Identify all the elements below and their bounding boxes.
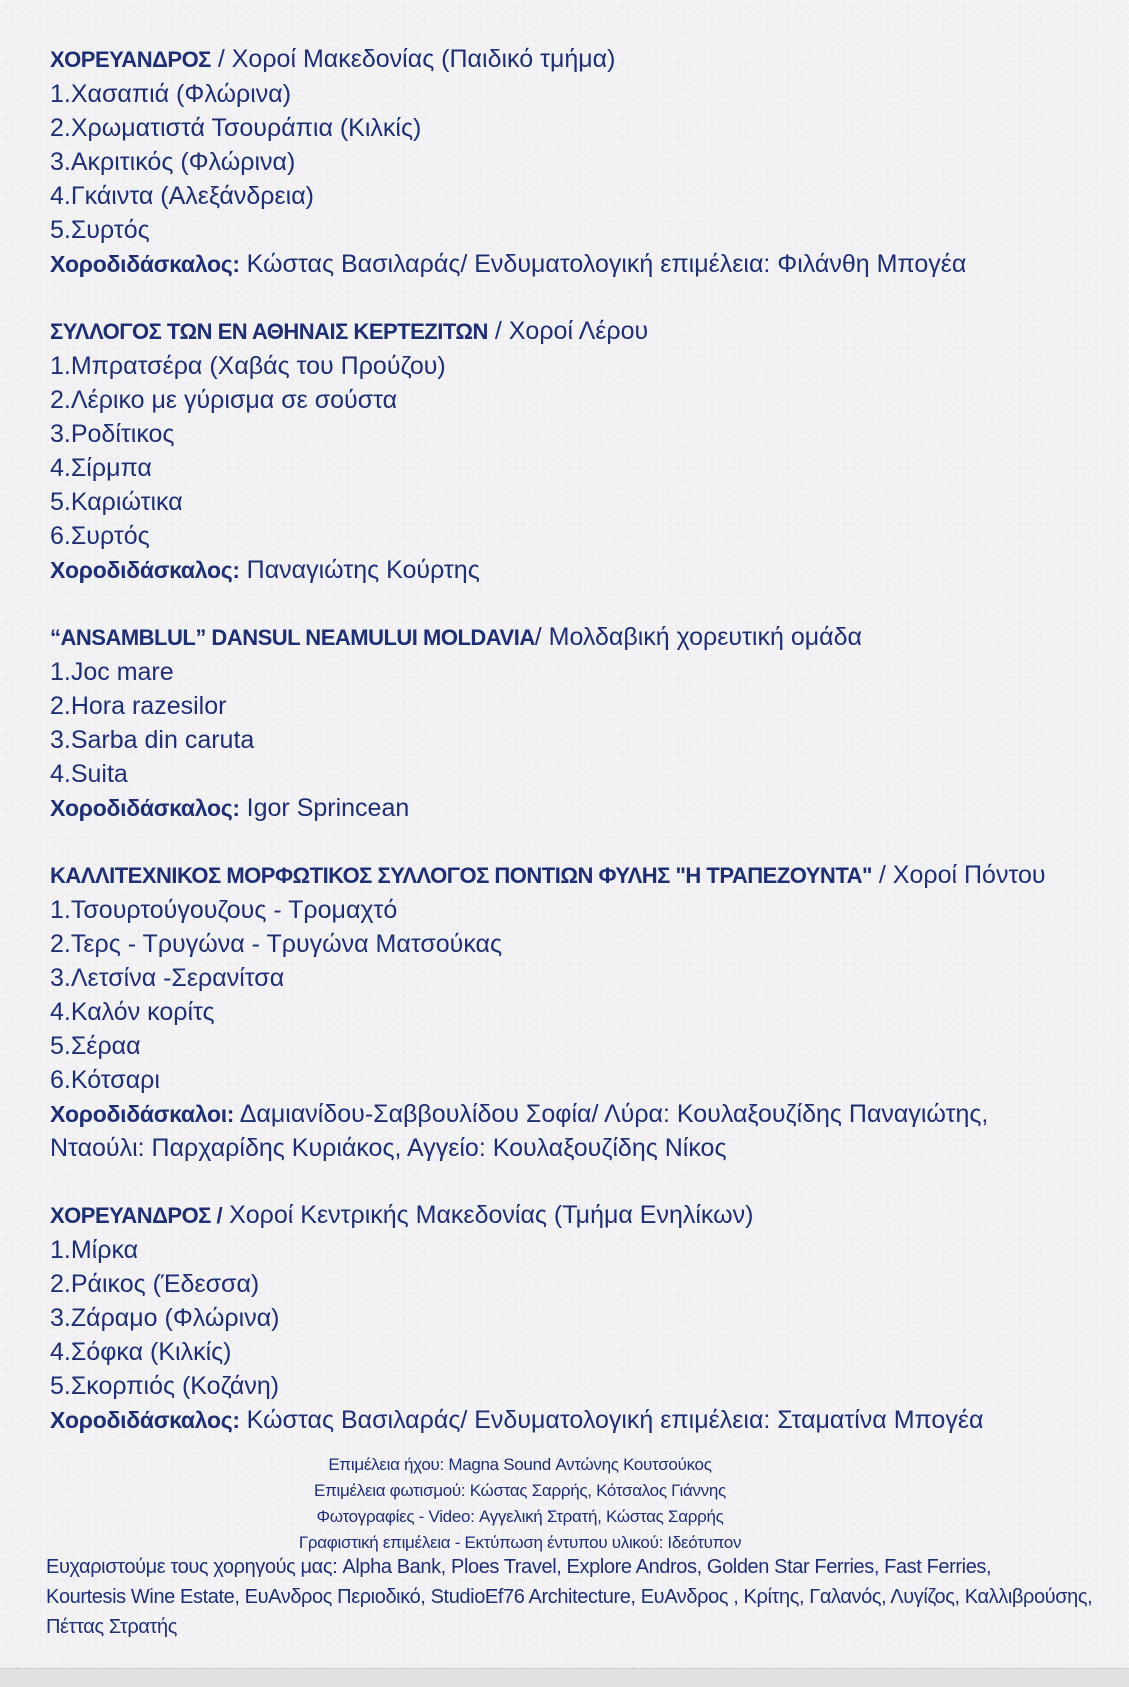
organization-name: “ANSAMBLUL” DANSUL NEAMULUI MOLDAVIA	[50, 625, 535, 650]
dance-item: 2.Λέρικο με γύρισμα σε σούστα	[50, 386, 398, 414]
dance-item: 2.Hora razesilor	[50, 692, 227, 720]
heading-separator: /	[487, 317, 509, 345]
section-heading	[50, 858, 1090, 893]
dance-item: 5.Καριώτικα	[50, 488, 183, 516]
section-4	[50, 858, 1090, 1165]
dance-item: 3.Ροδίτικος	[50, 420, 175, 448]
dance-item: 3.Sarba din caruta	[50, 726, 255, 754]
section-2	[50, 314, 1090, 587]
credit-line: Επιμέλεια φωτισμού: Κώστας Σαρρής, Κότσαλος Γιάννης	[314, 1481, 726, 1500]
teacher-line	[50, 791, 1090, 825]
teacher-line	[50, 553, 1090, 587]
credit-line: Φωτογραφίες - Video: Αγγελική Στρατή, Κώστας Σαρρής	[316, 1507, 724, 1526]
section-heading	[50, 620, 1090, 655]
dance-item: 3.Ζάραμο (Φλώρινα)	[50, 1304, 280, 1332]
organization-name: ΧΟΡΕΥΑΝΔΡΟΣ /	[50, 1203, 223, 1228]
teacher-label: Χοροδιδάσκαλος:	[50, 557, 240, 583]
heading-separator: /	[210, 45, 232, 73]
teacher-names: Δαμιανίδου-Σαββουλίδου Σοφία/ Λύρα: Κουλαξουζίδης Παναγιώτης,	[234, 1100, 989, 1128]
dance-item: 5.Σέραα	[50, 1032, 141, 1060]
teacher-label: Χοροδιδάσκαλος:	[50, 795, 240, 821]
dance-item: 5.Συρτός	[50, 216, 150, 244]
section-heading	[50, 314, 1090, 349]
dance-item: 2.Ράικος (Έδεσσα)	[50, 1270, 260, 1298]
sponsors-line: Πέττας Στρατής	[46, 1616, 177, 1638]
dance-item: 6.Συρτός	[50, 522, 150, 550]
dance-item: 1.Τσουρτούγουζους - Τρομαχτό	[50, 896, 398, 924]
credit-line: Επιμέλεια ήχου: Magna Sound Αντώνης Κουτσούκος	[328, 1455, 712, 1474]
organization-name: ΣΥΛΛΟΓΟΣ ΤΩΝ ΕΝ ΑΘΗΝΑΙΣ ΚΕΡΤΕΖΙΤΩΝ	[50, 319, 488, 344]
dance-item: 4.Γκάιντα (Αλεξάνδρεια)	[50, 182, 314, 210]
bottom-edge-bar	[0, 1668, 1129, 1687]
teacher-names: Κώστας Βασιλαράς/ Ενδυματολογική επιμέλεια: Φιλάνθη Μπογέα	[239, 250, 967, 278]
heading-separator: /	[871, 861, 893, 889]
section-heading	[50, 42, 1090, 77]
dance-item: 2.Τερς - Τρυγώνα - Τρυγώνα Ματσούκας	[50, 930, 503, 958]
teacher-line-continued: Νταούλι: Παρχαρίδης Κυριάκος, Αγγείο: Κουλαξουζίδης Νίκος	[50, 1134, 727, 1162]
dance-item: 1.Joc mare	[50, 658, 174, 686]
dance-item: 4.Σόφκα (Κιλκίς)	[50, 1338, 232, 1366]
dance-item: 6.Κότσαρι	[50, 1066, 160, 1094]
section-heading	[50, 1198, 1090, 1233]
heading-separator: /	[534, 623, 549, 651]
sponsors-line: Kourtesis Wine Estate, ΕυΑνδρος Περιοδικό, StudioEf76 Architecture, ΕυΑνδρος , Κρίτης, Γαλανός, Λυγίζος, Καλλιβρούσης,	[46, 1586, 1093, 1608]
section-subtitle: Χοροί Πόντου	[892, 861, 1046, 889]
dance-item: 5.Σκορπιός (Κοζάνη)	[50, 1372, 280, 1400]
organization-name: ΚΑΛΛΙΤΕΧΝΙΚΟΣ ΜΟΡΦΩΤΙΚΟΣ ΣΥΛΛΟΓΟΣ ΠΟΝΤΙΩΝ ΦΥΛΗΣ "Η ΤΡΑΠΕΖΟΥΝΤΑ"	[50, 863, 872, 888]
teacher-names: Κώστας Βασιλαράς/ Ενδυματολογική επιμέλεια: Σταματίνα Μπογέα	[239, 1406, 984, 1434]
dance-item: 4.Σίρμπα	[50, 454, 152, 482]
teacher-names: Igor Sprincean	[239, 794, 410, 822]
section-1	[50, 42, 1090, 281]
section-subtitle: Χοροί Κεντρικής Μακεδονίας (Τμήμα Ενηλίκων)	[229, 1201, 754, 1229]
dance-item: 1.Χασαπιά (Φλώρινα)	[50, 80, 292, 108]
teacher-line	[50, 1403, 1090, 1437]
section-subtitle: Μολδαβική χορευτική ομάδα	[548, 623, 862, 651]
sponsors-line: Ευχαριστούμε τους χορηγούς μας: Alpha Bank, Ploes Travel, Explore Andros, Golden Star Ferries, Fast Ferries,	[46, 1556, 992, 1578]
organization-name: ΧΟΡΕΥΑΝΔΡΟΣ	[50, 47, 211, 72]
dance-item: 1.Μίρκα	[50, 1236, 139, 1264]
teacher-label: Χοροδιδάσκαλοι:	[50, 1101, 235, 1127]
dance-item: 2.Χρωματιστά Τσουράπια (Κιλκίς)	[50, 114, 422, 142]
teacher-line	[50, 247, 1090, 281]
dance-item: 1.Μπρατσέρα (Χαβάς του Προύζου)	[50, 352, 446, 380]
teacher-line	[50, 1097, 1090, 1131]
sponsors-thanks	[46, 1552, 1116, 1642]
section-3	[50, 620, 1090, 825]
section-5	[50, 1198, 1090, 1437]
dance-item: 4.Suita	[50, 760, 128, 788]
program-page	[50, 42, 1090, 1470]
dance-item: 3.Ακριτικός (Φλώρινα)	[50, 148, 296, 176]
credit-line: Γραφιστική επιμέλεια - Εκτύπωση έντυπου υλικού: Ιδεότυπον	[298, 1533, 742, 1552]
dance-item: 3.Λετσίνα -Σερανίτσα	[50, 964, 285, 992]
section-subtitle: Χοροί Λέρου	[508, 317, 649, 345]
dance-item: 4.Καλόν κορίτς	[50, 998, 215, 1026]
teacher-label: Χοροδιδάσκαλος:	[50, 1407, 240, 1433]
section-subtitle: Χοροί Μακεδονίας (Παιδικό τμήμα)	[231, 45, 616, 73]
teacher-names: Παναγιώτης Κούρτης	[239, 556, 480, 584]
production-credits	[0, 1452, 1040, 1556]
teacher-label: Χοροδιδάσκαλος:	[50, 251, 240, 277]
